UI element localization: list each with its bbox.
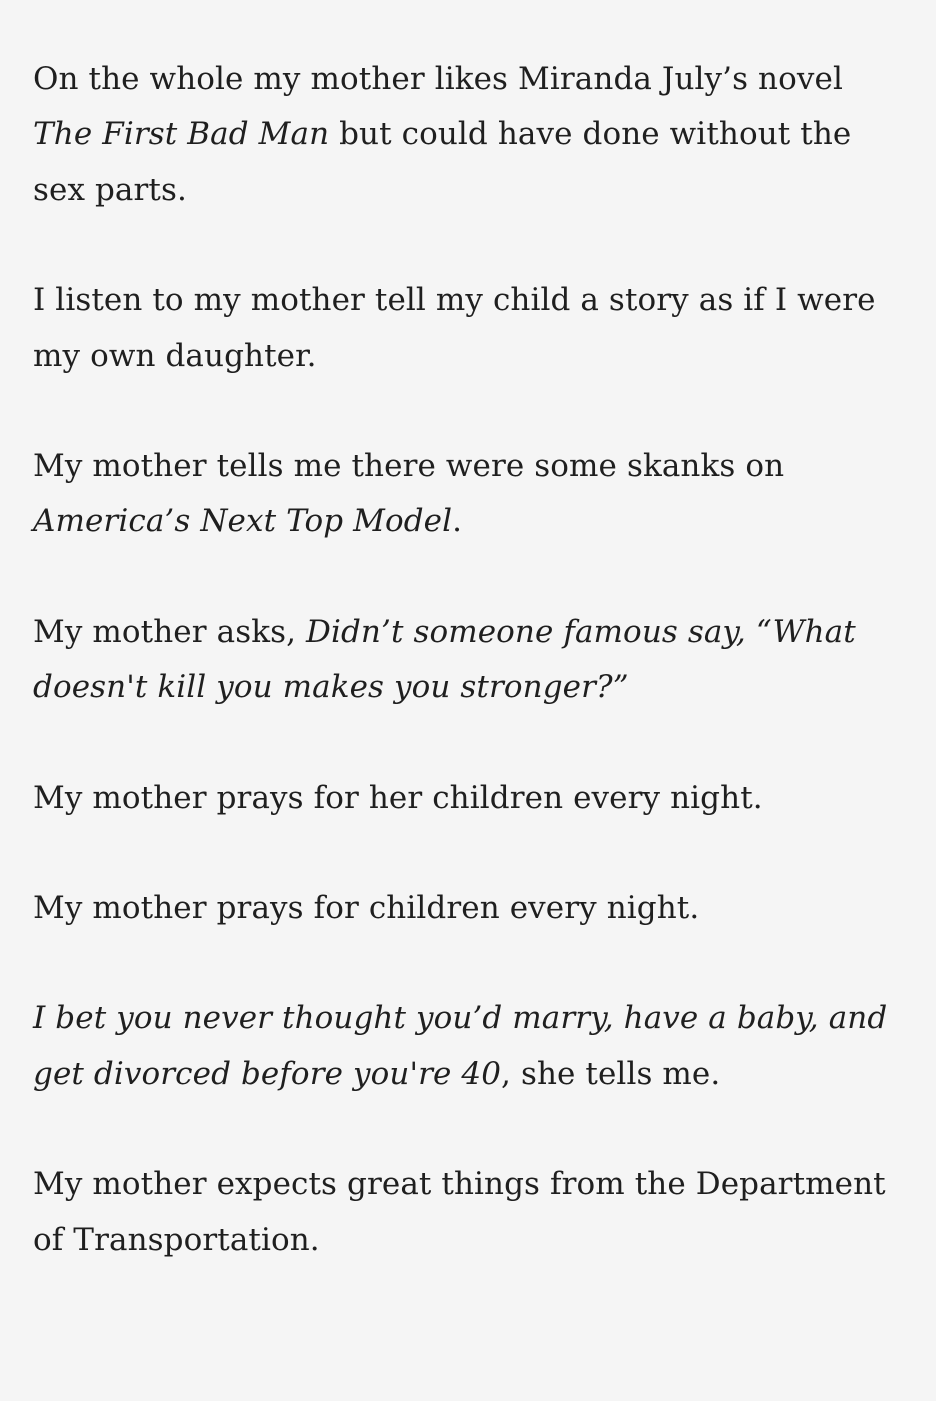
- book-title: The First Bad Man: [33, 116, 330, 153]
- paragraph-text: My mother expects great things from the Department of Transportation.: [33, 1166, 886, 1258]
- paragraph: [33, 273, 910, 384]
- paragraph-text: but could have done without the sex parts.: [33, 116, 852, 208]
- paragraph-text: I listen to my mother tell my child a story as if I were my own daughter.: [33, 282, 876, 374]
- paragraph-text: .: [452, 503, 463, 540]
- quoted-speech: Didn’t someone famous say, “What doesn't kill you makes you stronger?”: [33, 613, 856, 706]
- paragraph-text: My mother tells me there were some skanks on: [33, 448, 785, 485]
- paragraph: [33, 439, 910, 550]
- paragraph: [33, 881, 910, 936]
- show-title: America’s Next Top Model: [33, 503, 453, 540]
- paragraph-text: On the whole my mother likes Miranda July’s novel: [33, 61, 843, 97]
- paragraph-text: My mother asks,: [33, 613, 307, 650]
- paragraph: [33, 605, 910, 716]
- paragraph: [33, 1157, 910, 1268]
- quoted-speech: I bet you never thought you’d marry, have a baby, and get divorced before you're 40: [33, 1000, 888, 1092]
- paragraph: [33, 991, 910, 1102]
- paragraph: [33, 771, 910, 826]
- paragraph-text: My mother prays for children every night.: [33, 890, 700, 927]
- paragraph: [33, 52, 910, 218]
- paragraph-text: , she tells me.: [501, 1055, 721, 1092]
- paragraph-text: My mother prays for her children every night.: [33, 779, 763, 816]
